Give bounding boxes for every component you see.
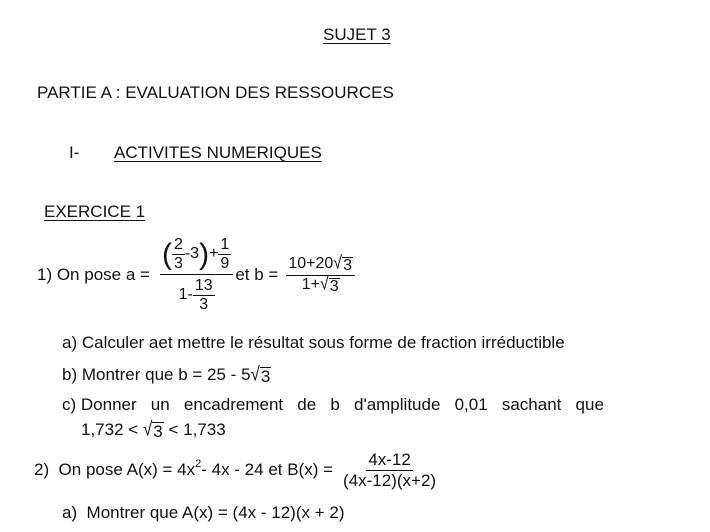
sqrt: √ 3 [319, 273, 339, 295]
b-den-prefix: 1+ [301, 275, 320, 293]
exponent: 2 [195, 458, 202, 470]
minus-three: -3 [184, 245, 200, 263]
exercise-title: EXERCICE 1 [44, 202, 146, 221]
fraction-den: 3 [199, 295, 209, 313]
fraction-a-denominator [177, 275, 217, 315]
upper-bound: < 1,733 [168, 420, 226, 439]
plus-sign: + [209, 245, 219, 263]
question-2-formula [34, 448, 438, 492]
fraction-a-numerator [160, 236, 233, 275]
fraction-b [286, 255, 355, 296]
question-1c: c) Donner un encadrement de b d'amplitude 0,01 sachant que [62, 395, 604, 414]
question-2a: a) Montrer que A(x) = (4x - 12)(x + 2) [62, 503, 345, 522]
question-2-intro-post: - 4x - 24 et B(x) = [201, 460, 334, 479]
fraction-num: 1 [218, 236, 231, 255]
sqrt-arg: 3 [260, 367, 271, 386]
fraction-num: 2 [172, 236, 185, 255]
question-1a: a) Calculer aet mettre le résultat sous forme de fraction irréductible [62, 333, 565, 352]
fraction-b-numerator [286, 255, 355, 276]
left-paren: ( [161, 237, 172, 271]
fraction-bx-denominator: (4x-12)(x+2) [343, 470, 437, 490]
and-b-equals: et b = [235, 265, 279, 284]
right-paren: ) [199, 237, 210, 271]
question-1b [62, 365, 271, 386]
question-1-formula [37, 225, 355, 325]
lower-bound: 1,732 < [81, 420, 139, 439]
one-minus: 1- [178, 286, 193, 304]
question-1-intro: 1) On pose a = [37, 265, 150, 284]
question-2-intro: 2) On pose A(x) = 4x [34, 460, 196, 479]
part-title: PARTIE A : EVALUATION DES RESSOURCES [37, 83, 394, 102]
sqrt: √ 3 [250, 363, 271, 386]
fraction-thirteen-thirds [193, 277, 215, 315]
b-num-prefix: 10+20 [288, 254, 334, 272]
sqrt-arg: 3 [153, 422, 163, 441]
subject-title: SUJET 3 [323, 25, 391, 44]
sqrt: √ 3 [333, 253, 352, 274]
fraction-one-ninth [218, 236, 231, 274]
fraction-bx [341, 450, 438, 490]
fraction-den: 3 [173, 255, 183, 273]
section-title: ACTIVITES NUMERIQUES [114, 143, 322, 162]
question-1b-text: b) Montrer que b = 25 - 5 [62, 365, 251, 384]
fraction-a [160, 236, 233, 315]
fraction-den: 9 [220, 255, 230, 273]
question-1c-line2 [81, 420, 226, 441]
section-number: I- [69, 143, 80, 162]
fraction-bx-numerator: 4x-12 [368, 449, 411, 469]
fraction-two-thirds [172, 236, 185, 274]
fraction-num: 13 [193, 277, 215, 296]
sqrt-arg: 3 [343, 256, 352, 274]
sqrt: √ 3 [142, 418, 163, 441]
sqrt-arg: 3 [329, 277, 339, 295]
fraction-b-denominator [300, 273, 342, 296]
